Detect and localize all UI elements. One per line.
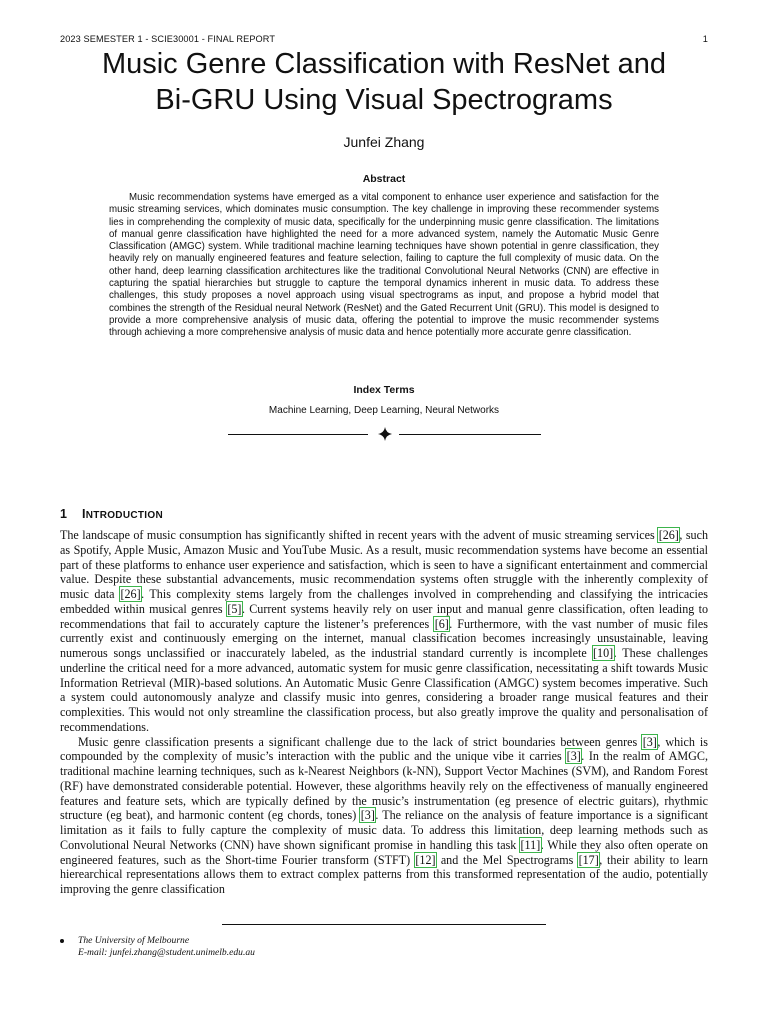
citation-link[interactable]: [12] <box>415 852 436 867</box>
abstract-text: Music recommendation systems have emerged as a vital component to enhance user experience and satisfaction for the music streaming services, which dominates music consumption. The key challenge in improving these recommender systems lies in comprehending the complexity of music data, specifically for the underpinning music genre classification. The limitations of manual genre classification have highlighted the need for a more advanced system, namely the Automatic Music Genre Classification (AMGC) system. While traditional machine learning techniques have shown potential in genre classification, they heavily rely on manually engineered features and feature selection, failing to capture the full complexity of music data. On the other hand, deep learning classification architectures like the traditional Convolutional Neural Networks (CNN) are effective in capturing the spatial hierarchies but struggle to capture the temporal dynamics inherent in music data. To address these challenges, this study proposes a novel approach using visual spectrograms as input, and propose a hybrid model that combines the strength of the Residual neural Network (ResNet) and the Gated Recurrent Unit (GRU). This model is designed to provide a more comprehensive analysis of music data, offering the potential to improve the music recommender systems through achieving a more comprehensive analysis of music data and hence potentially more accurate genre classification. <box>109 192 659 339</box>
text-run: . In the realm of AMGC, traditional machine learning techniques, such as k-Nearest Neighbors (k-NN), Support Vector Machines (SVM), and Random Forest (RF) have demonstrated considerable potential. However, these algorithms heavily rely on the effectiveness of manually engineered features and feature sets, which are typically defined by the music’s instrumentation (eg presence of electric guitars), rhythmic structure (eg beat), and harmonic content (eg chords, tones) <box>60 749 708 823</box>
text-run: . The reliance on the analysis of feature importance is a significant limitation as it fails to fully capture the complexity of music data. To address this limitation, deep learning methods such as Convolutional Neural Networks (CNN) have shown significant promise in handling this task <box>60 808 708 852</box>
affiliation: The University of Melbourne <box>78 935 190 946</box>
citation-link[interactable]: [26] <box>120 587 141 601</box>
paper-title-line-2: Bi-GRU Using Visual Spectrograms <box>155 84 613 116</box>
text-run: , their ability to learn hierearchical representations allows them to extract complex patterns from this transformed representation of the audio, potentially improving the genre classification <box>60 852 708 896</box>
paper-title <box>40 46 728 118</box>
citation-link[interactable]: [5] <box>227 601 242 616</box>
citation-link[interactable]: [6] <box>434 616 449 631</box>
section-number: 1 <box>60 507 68 521</box>
section-heading-introduction <box>60 507 163 521</box>
divider-ornament-icon <box>378 427 392 441</box>
paper-title-line-1: Music Genre Classification with ResNet and <box>101 48 667 80</box>
text-run: , such as Spotify, Apple Music, Amazon Music and YouTube Music. As a result, music recommendation systems have become an essential part of these platforms to enhance user experience and satisfaction, which is seen to have a significant entertainment and commercial value. Despite these substantial advancements, music recommendation systems often struggle with the inherently complexity of music data <box>60 528 708 601</box>
author-email: E-mail: junfei.zhang@student.unimelb.edu.au <box>78 946 255 958</box>
text-run: and the Mel Spectrograms <box>436 852 579 867</box>
author-name: Junfei Zhang <box>343 134 425 150</box>
text-run: Music genre classification presents a significant challenge due to the lack of strict boundaries between genres <box>78 734 643 749</box>
citation-link[interactable]: [3] <box>566 749 581 764</box>
index-terms-heading: Index Terms <box>353 384 415 396</box>
running-head-title: 2023 SEMESTER 1 - SCIE30001 - FINAL REPORT <box>60 34 276 44</box>
text-run: . These challenges underline the critical need for a more advanced, automatic system for music genre classification, necessitating a shift towards Music Information Retrieval (MIR)-based solutions. An Automatic Music Genre Classification (AMGC) system becomes imperative. Such a system could autonomously analyze and classify music into genres, considering a broader range musical features and their complexities. This would not only streamline the classification process, but also greatly improve the quality and personalisation of recommendations. <box>60 646 708 734</box>
citation-link[interactable]: [10] <box>593 646 614 660</box>
footnote-lines <box>78 935 255 958</box>
text-run: . Furthermore, with the vast number of music files currently exist and continuously emerging on the internet, manual classification becomes increasingly unsustainable, leaving numerous songs unclassified or inaccurately labeled, as the industrial standard currently is incomplete <box>60 616 708 660</box>
section-title-initial: I <box>82 507 86 521</box>
index-terms-text: Machine Learning, Deep Learning, Neural Networks <box>268 405 500 416</box>
introduction-body <box>60 528 708 897</box>
text-run: . This complexity stems largely from the challenges involved in comprehending and classifying the intricacies embedded within musical genres <box>60 587 708 616</box>
section-title-rest: NTRODUCTION <box>85 510 163 521</box>
citation-link[interactable]: [3] <box>360 808 375 823</box>
page-number: 1 <box>702 34 708 44</box>
citation-link[interactable]: [17] <box>578 852 599 867</box>
bullet-icon <box>60 939 64 943</box>
footnote-rule <box>222 924 546 925</box>
text-run: , which is compounded by the complexity of music’s interaction with the public and the unique vibe it carries <box>60 734 708 764</box>
divider-line-left <box>228 434 368 435</box>
divider-line-right <box>399 434 541 435</box>
citation-link[interactable]: [11] <box>520 837 541 852</box>
introduction-paragraph-2 <box>60 735 708 897</box>
text-run: The landscape of music consumption has significantly shifted in recent years with the advent of music streaming services <box>60 528 659 542</box>
citation-link[interactable]: [3] <box>642 734 657 749</box>
citation-link[interactable]: [26] <box>658 528 679 542</box>
introduction-paragraph-1 <box>60 528 708 735</box>
text-run: . While they also often operate on engineered features, such as the Short-time Fourier transform (STFT) <box>60 837 708 867</box>
section-divider <box>228 427 541 443</box>
abstract-heading: Abstract <box>362 173 406 185</box>
text-run: . Current systems heavily rely on user input and manual genre classification, often leading to recommendations that fail to accurately capture the listener’s preferences <box>60 601 708 631</box>
